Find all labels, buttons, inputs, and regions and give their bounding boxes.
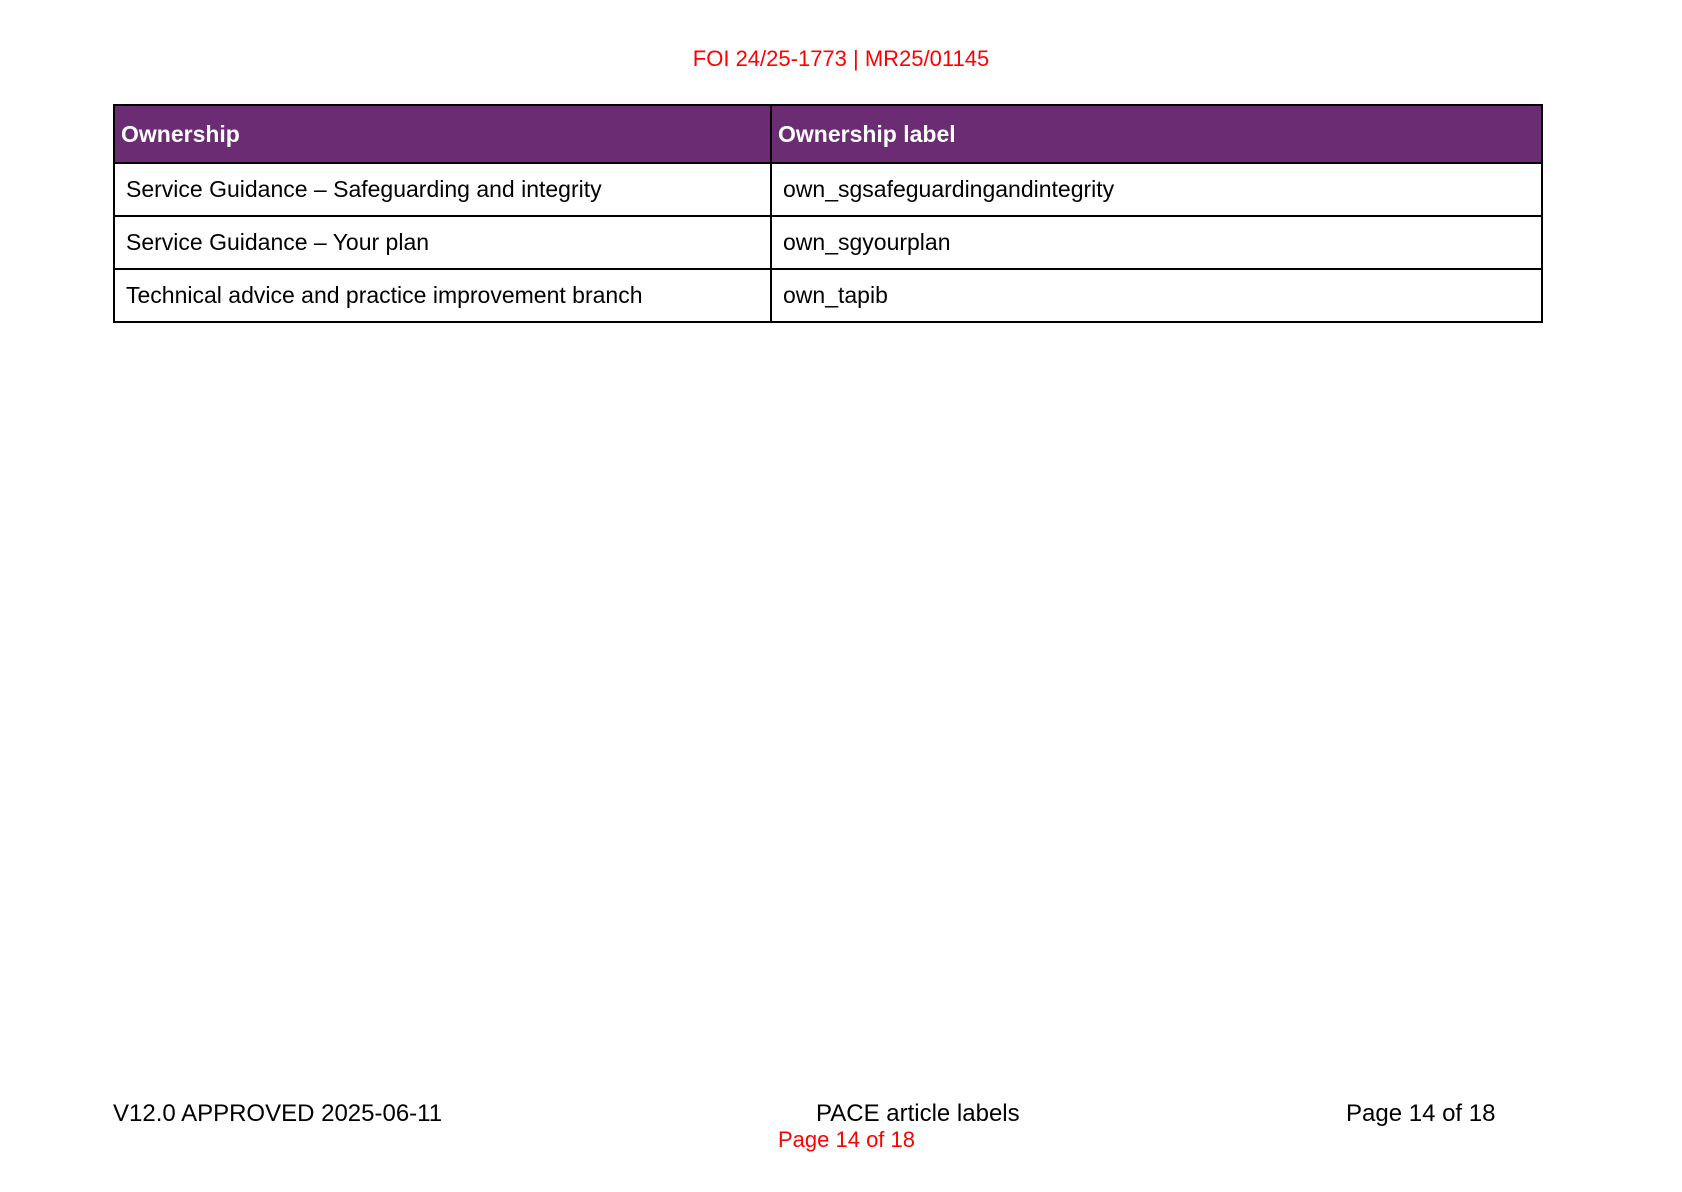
ownership-table [113, 104, 1543, 323]
table-row [114, 269, 1542, 322]
ownership-label-cell: own_sgsafeguardingandintegrity [771, 163, 1542, 216]
foi-reference: FOI 24/25-1773 | MR25/01145 [692, 46, 990, 71]
table-header-row [114, 105, 1542, 163]
ownership-label-cell: own_tapib [771, 269, 1542, 322]
column-header-ownership: Ownership [114, 105, 771, 163]
footer-page-number-red: Page 14 of 18 [778, 1127, 916, 1152]
column-header-ownership-label: Ownership label [771, 105, 1542, 163]
footer-page-number: Page 14 of 18 [1346, 1100, 1496, 1127]
table-row [114, 216, 1542, 269]
footer-document-title: PACE article labels [816, 1100, 1020, 1127]
footer-version: V12.0 APPROVED 2025-06-11 [113, 1100, 443, 1127]
table-row [114, 163, 1542, 216]
ownership-cell: Service Guidance – Safeguarding and integrity [114, 163, 771, 216]
ownership-cell: Technical advice and practice improvement branch [114, 269, 771, 322]
ownership-label-cell: own_sgyourplan [771, 216, 1542, 269]
ownership-cell: Service Guidance – Your plan [114, 216, 771, 269]
